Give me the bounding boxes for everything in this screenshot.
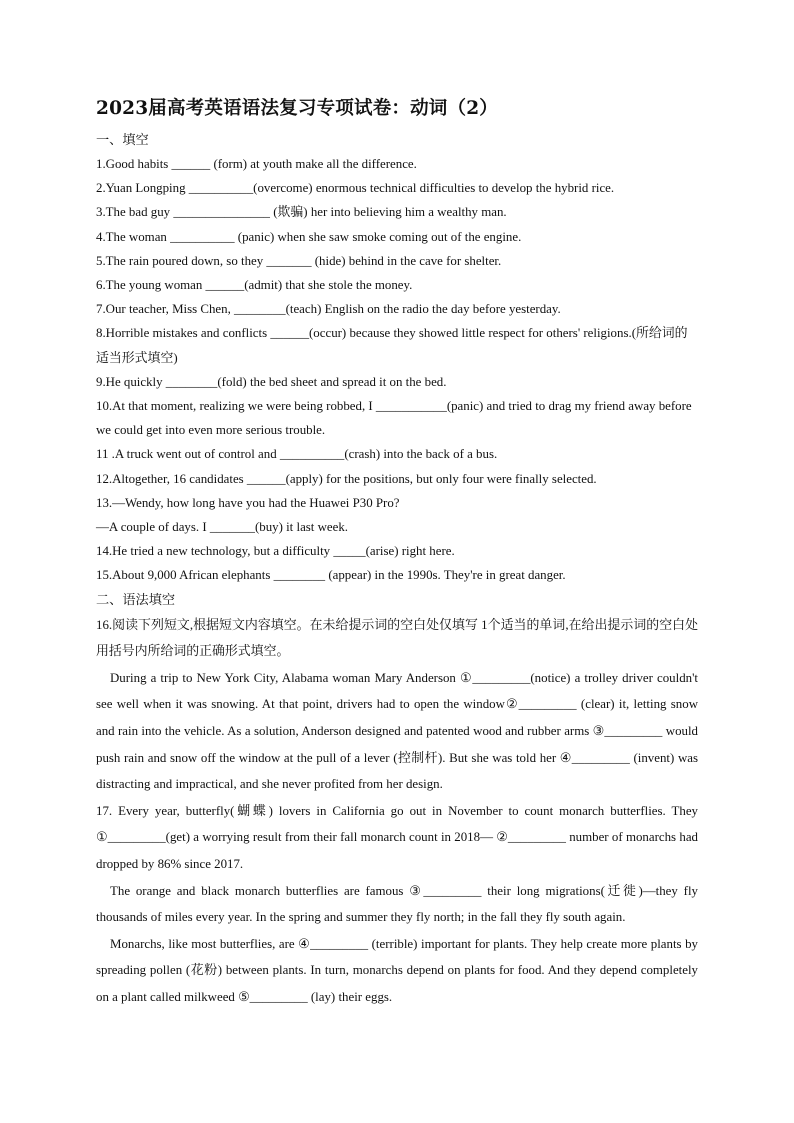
question-15: 15.About 9,000 African elephants ________ (appear) in the 1990s. They're in great danger. [96, 568, 566, 583]
question-14: 14.He tried a new technology, but a difficulty _____(arise) right here. [96, 544, 455, 559]
question-16-passage: During a trip to New York City, Alabama woman Mary Anderson ①_________(notice) a trolley driver couldn't see well when it was snowing. At that point, drivers had to open the window②_________ (clear) it, letting snow and rain into the vehicle. As a solution, Anderson designed and patented wood and rubber arms ③_________ would push rain and snow off the window at the pull of a lever (控制杆). But she was told her ④_________ (invent) was distracting and impractical, and she never profited from her design. [96, 670, 698, 792]
section-heading-grammar-fill: 二、语法填空 [96, 591, 176, 607]
question-2: 2.Yuan Longping __________(overcome) enormous technical difficulties to develop the hybrid rice. [96, 181, 615, 196]
question-7: 7.Our teacher, Miss Chen, ________(teach) English on the radio the day before yesterday. [96, 302, 561, 317]
page-title: 2023届高考英语语法复习专项试卷：动词（2） [96, 98, 498, 119]
question-13: 13.—Wendy, how long have you had the Huawei P30 Pro? [96, 495, 400, 510]
question-12: 12.Altogether, 16 candidates ______(apply) for the positions, but only four were finally selected. [96, 471, 597, 486]
question-16-instruction: 16.阅读下列短文,根据短文内容填空。在未给提示词的空白处仅填写 1个适当的单词,在给出提示词的空白处用括号内所给词的正确形式填空。 [96, 617, 698, 659]
question-9: 9.He quickly ________(fold) the bed sheet and spread it on the bed. [96, 374, 447, 389]
question-8: 8.Horrible mistakes and conflicts ______(occur) because they showed little respect for others' religions.(所给词的适当形式填空) [96, 326, 688, 365]
question-17-paragraph-3: Monarchs, like most butterflies, are ④_________ (terrible) important for plants. They help create more plants by spreading pollen (花粉) between plants. In turn, monarchs depend on plants for food. And they depend completely on a plant called milkweed ⑤_________ (lay) their eggs. [96, 936, 698, 1004]
question-13-answer-line: —A couple of days. I _______(buy) it last week. [96, 520, 349, 535]
question-1: 1.Good habits ______ (form) at youth make all the difference. [96, 157, 417, 171]
question-11: 11 .A truck went out of control and __________(crash) into the back of a bus. [96, 447, 498, 462]
question-4: 4.The woman __________ (panic) when she saw smoke coming out of the engine. [96, 229, 522, 244]
question-10: 10.At that moment, realizing we were being robbed, I ___________(panic) and tried to drag my friend away before we could get into even more serious trouble. [96, 399, 692, 438]
question-17-paragraph-2: The orange and black monarch butterflies are famous ③_________ their long migrations(迁徙)—they fly thousands of miles every year. In the spring and summer they fly north; in the fall they fly south again. [96, 883, 698, 925]
document-content [96, 96, 698, 1011]
question-6: 6.The young woman ______(admit) that she stole the money. [96, 278, 413, 293]
question-17-paragraph-1: 17. Every year, butterfly(蝴蝶) lovers in California go out in November to count monarch butterflies. They ①_________(get) a worrying result from their fall monarch count in 2018— ②_________ number of monarchs had dropped by 86% since 2017. [96, 803, 698, 871]
question-3: 3.The bad guy _______________ (欺骗) her into believing him a wealthy man. [96, 205, 507, 220]
question-5: 5.The rain poured down, so they _______ (hide) behind in the cave for shelter. [96, 253, 502, 268]
section-heading-fill-in: 一、填空 [96, 132, 149, 147]
